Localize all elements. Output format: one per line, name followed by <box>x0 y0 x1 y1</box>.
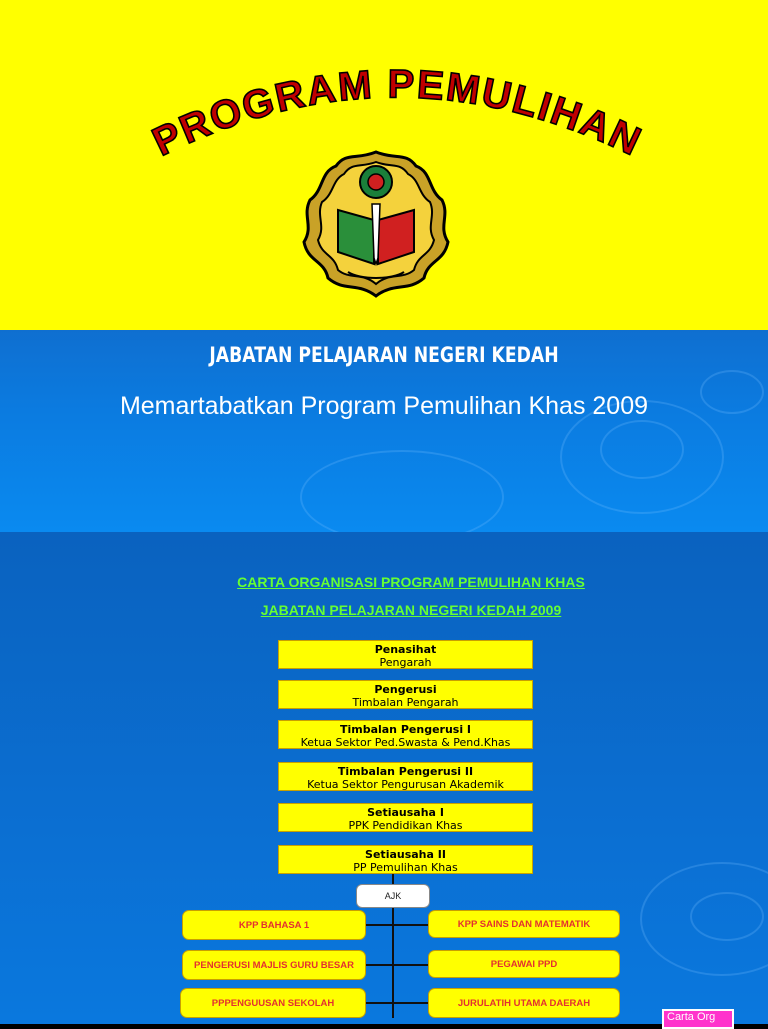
org-person: PP Pemulihan Khas <box>353 861 458 874</box>
committee-box-right: KPP SAINS DAN MATEMATIK <box>428 910 620 938</box>
org-role: Setiausaha II <box>365 848 446 861</box>
org-box-pengerusi <box>278 680 533 709</box>
committee-box-left: PPPENGUUSAN SEKOLAH <box>180 988 366 1018</box>
org-box-timbalan-pengerusi-1 <box>278 720 533 749</box>
committee-box-left: KPP BAHASA 1 <box>182 910 366 940</box>
carta-org-nav-button[interactable]: Carta Org <box>662 1009 734 1029</box>
committee-box-right: JURULATIH UTAMA DAERAH <box>428 988 620 1018</box>
org-box-setiausaha-1 <box>278 803 533 832</box>
org-person: Ketua Sektor Ped.Swasta & Pend.Khas <box>300 736 511 749</box>
org-role: Setiausaha I <box>367 806 444 819</box>
connector-branch <box>366 1002 428 1004</box>
department-heading: JABATAN PELAJARAN NEGERI KEDAH <box>209 343 559 367</box>
org-person: Ketua Sektor Pengurusan Akademik <box>307 778 504 791</box>
org-person: Pengarah <box>379 656 432 669</box>
connector-branch <box>366 924 428 926</box>
program-subheading: Memartabatkan Program Pemulihan Khas 2009 <box>119 392 649 420</box>
org-person: PPK Pendidikan Khas <box>348 819 463 832</box>
org-role: Pengerusi <box>374 683 437 696</box>
kedah-education-crest-icon <box>298 146 454 302</box>
ajk-box: AJK <box>356 884 430 908</box>
org-person: Timbalan Pengarah <box>352 696 459 709</box>
connector-line <box>392 874 394 884</box>
org-role: Penasihat <box>374 643 437 656</box>
org-role: Timbalan Pengerusi I <box>339 723 472 736</box>
org-chart-subtitle: JABATAN PELAJARAN NEGERI KEDAH 2009 <box>260 602 562 618</box>
program-title-text: PROGRAM PEMULIHAN <box>145 62 649 165</box>
connector-branch <box>366 964 428 966</box>
org-box-timbalan-pengerusi-2 <box>278 762 533 791</box>
org-chart-title: CARTA ORGANISASI PROGRAM PEMULIHAN KHAS <box>237 574 585 590</box>
org-role: Timbalan Pengerusi II <box>337 765 474 778</box>
committee-box-right: PEGAWAI PPD <box>428 950 620 978</box>
org-box-penasihat <box>278 640 533 669</box>
org-box-setiausaha-2 <box>278 845 533 874</box>
committee-box-left: PENGERUSI MAJLIS GURU BESAR <box>182 950 366 980</box>
